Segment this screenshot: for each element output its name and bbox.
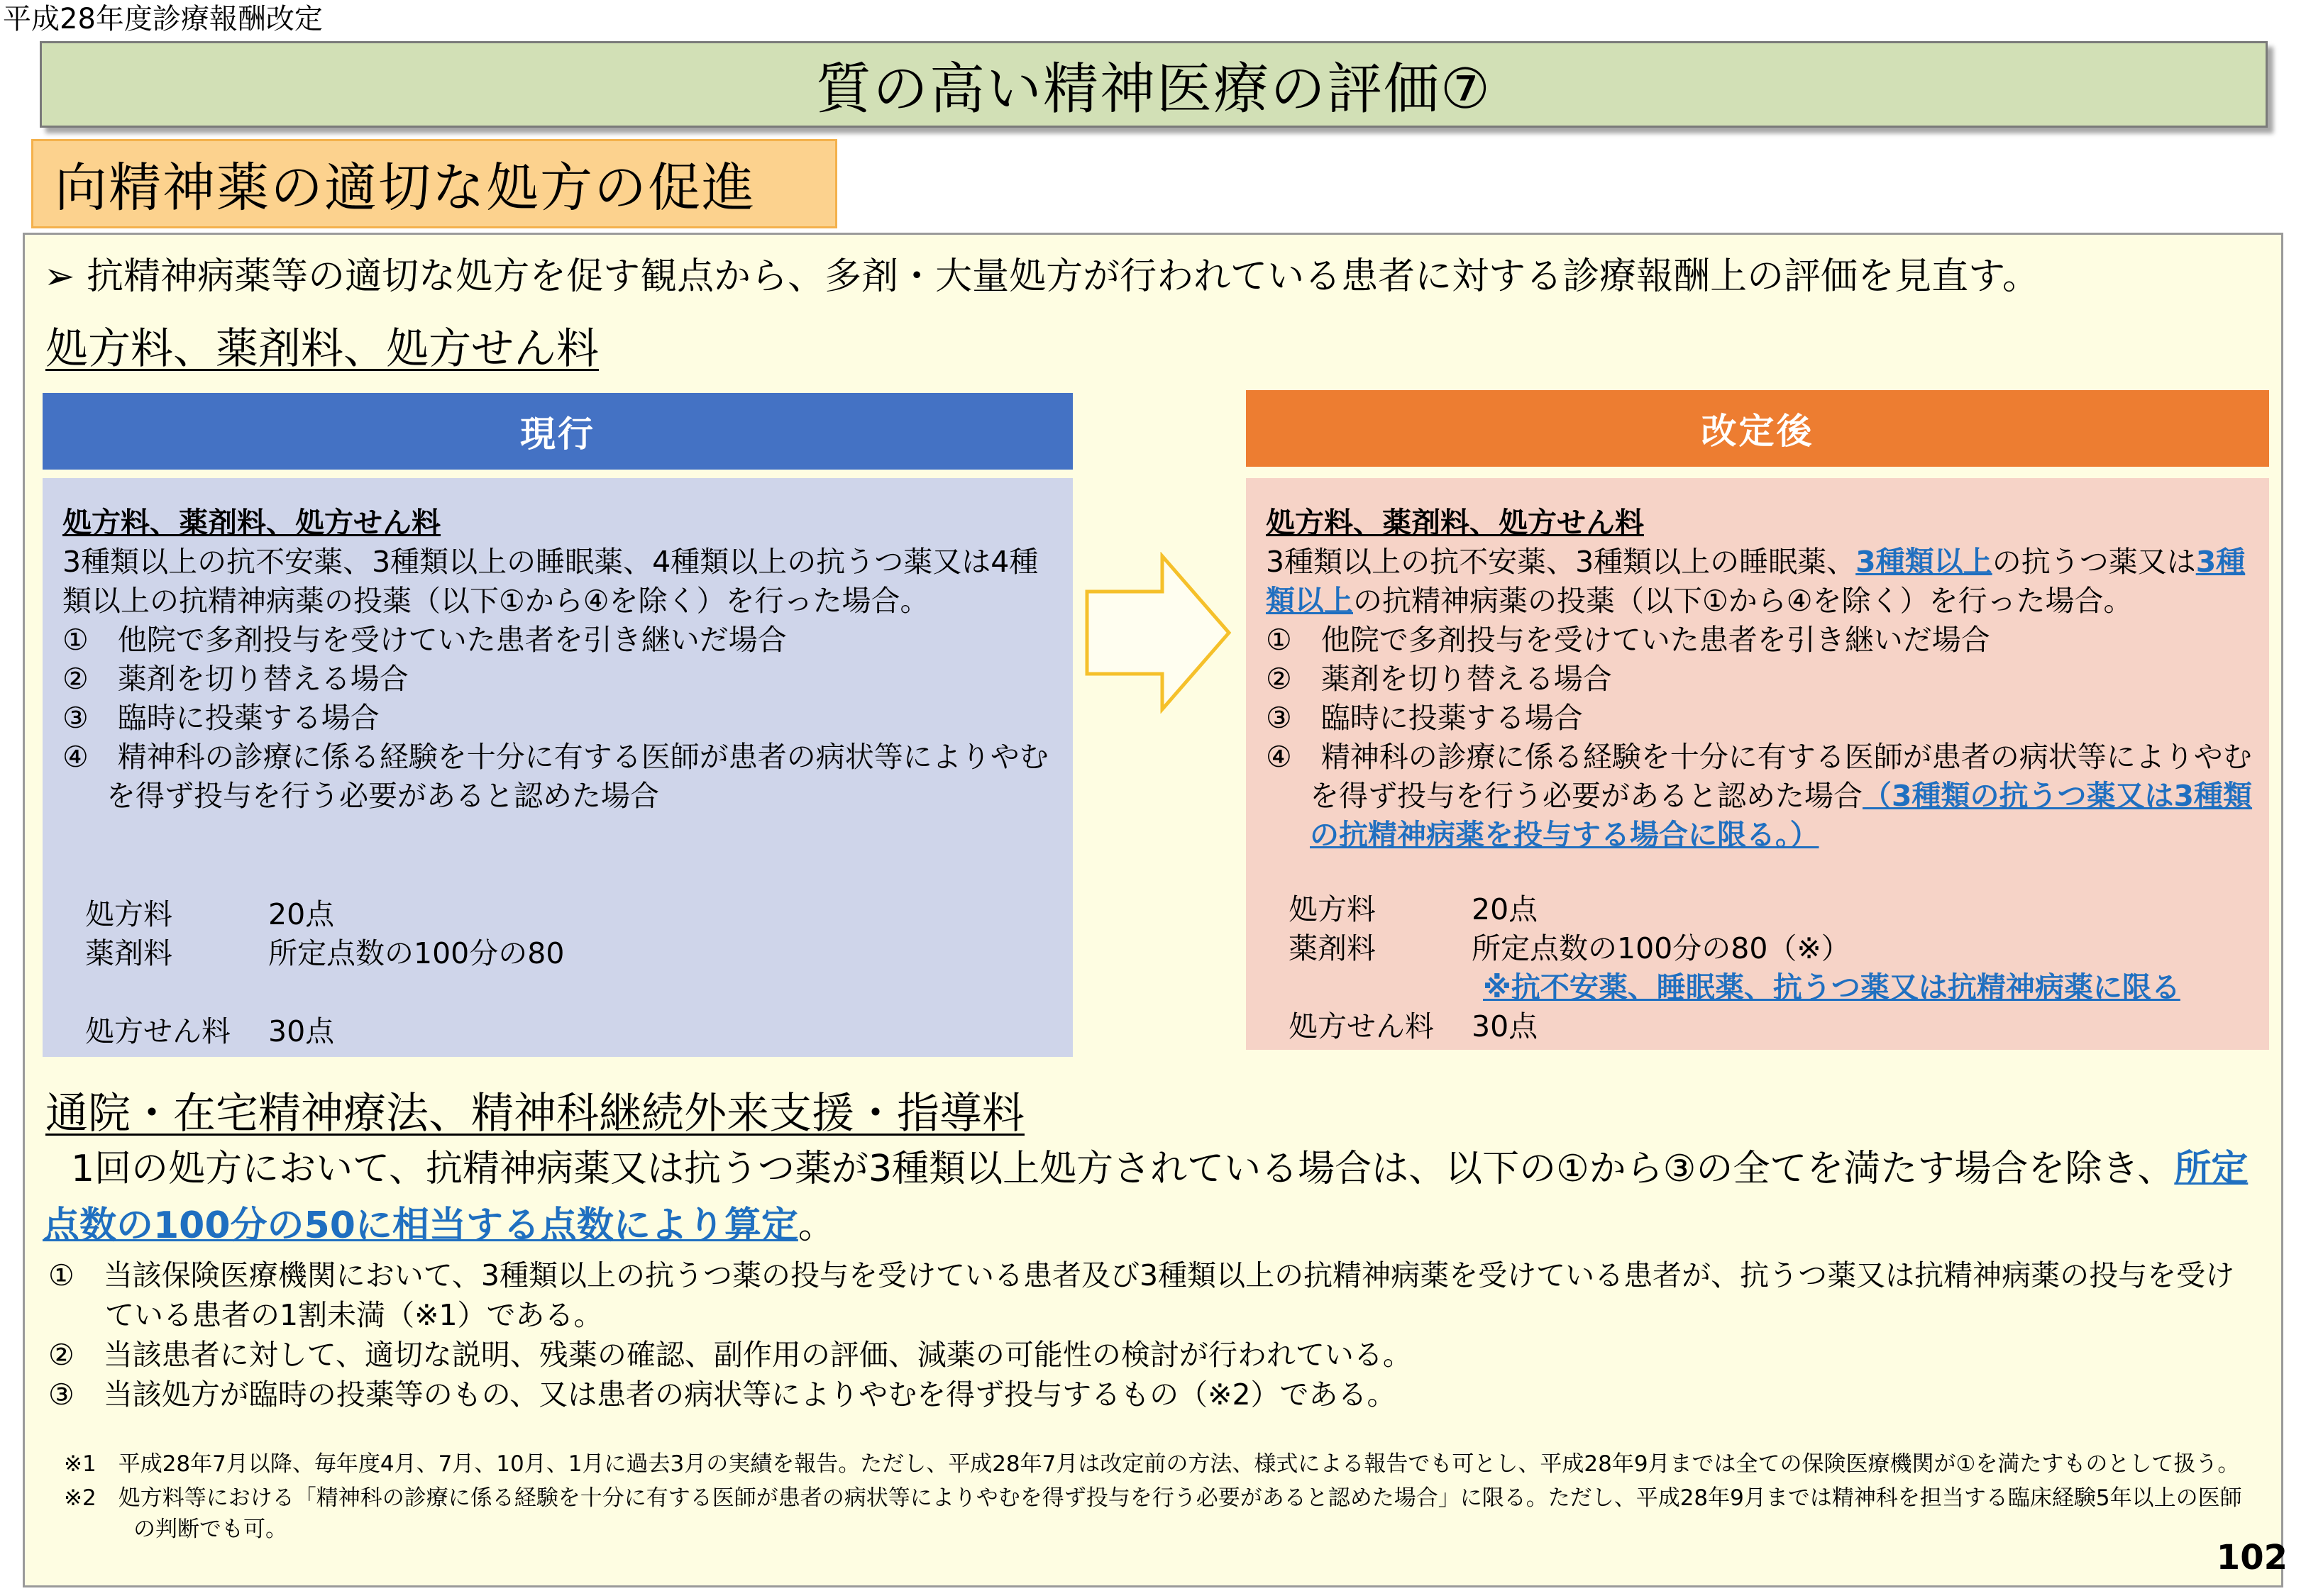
current-item-4: ④ 精神科の診療に係る経験を十分に有する医師が患者の病状等によりやむを得ず投与を行う必要があると認めた場合 xyxy=(62,740,1049,813)
revised-item-2: ② 薬剤を切り替える場合 xyxy=(1266,662,1612,696)
fee-label: 処方料 xyxy=(1289,892,1376,926)
revised-condition xyxy=(1266,543,2269,621)
section2-heading: 通院・在宅精神療法、精神科継続外来支援・指導料 xyxy=(45,1089,1025,1138)
footnote-2: ※2 処方料等における「精神科の診療に係る経験を十分に有する医師が患者の病状等によりやむを得ず投与を行う必要があると認めた場合」に限る。ただし、平成28年9月までは精神科を担当する臨床経験5年以上の医師の判断でも可。 xyxy=(64,1485,2242,1542)
current-item-2: ② 薬剤を切り替える場合 xyxy=(62,662,409,696)
revised-header: 改定後 xyxy=(1246,390,2269,467)
text-span: 。 xyxy=(798,1204,835,1247)
fee-value: 30点 xyxy=(268,1014,335,1048)
page-number: 102 xyxy=(2216,1538,2288,1578)
changed-text: 3種類以上 xyxy=(1266,545,2246,618)
revision-label: 平成28年度診療報酬改定 xyxy=(3,3,323,35)
criterion-2: ② 当該患者に対して、適切な説明、残薬の確認、副作用の評価、減薬の可能性の検討が行われている。 xyxy=(48,1338,1412,1372)
revised-item-4 xyxy=(1266,738,2269,855)
footnotes xyxy=(64,1448,2263,1548)
subtitle: 向精神薬の適切な処方の促進 xyxy=(31,139,837,228)
fee-value: 20点 xyxy=(268,897,335,931)
text-span: ④ 精神科の診療に係る経験を十分に有する医師が患者の病状等によりやむを得ず投与を行う必要があると認めた場合 xyxy=(1266,740,2252,813)
current-header: 現行 xyxy=(43,393,1073,470)
criterion-1: ① 当該保険医療機関において、3種類以上の抗うつ薬の投与を受けている患者及び3種類以上の抗精神病薬を受けている患者が、抗うつ薬又は抗精神病薬の投与を受けている患者の1割未満（※1）である。 xyxy=(48,1258,2235,1332)
text-span: の抗うつ薬又は xyxy=(1992,545,2196,579)
fee-note: ※抗不安薬、睡眠薬、抗うつ薬又は抗精神病薬に限る xyxy=(1483,970,2180,1004)
text-span: の抗精神病薬の投薬（以下①から④を除く）を行った場合。 xyxy=(1353,584,2133,618)
fee-label: 処方せん料 xyxy=(1289,1009,1434,1043)
revised-box-title: 処方料、薬剤料、処方せん料 xyxy=(1266,506,1644,540)
changed-text: （3種類の抗うつ薬又は3種類の抗精神病薬を投与する場合に限る。） xyxy=(1310,779,2253,852)
fee-value: 20点 xyxy=(1472,892,1538,926)
changed-text: 所定点数の100分の50に相当する点数により算定 xyxy=(43,1148,2249,1247)
fee-label: 薬剤料 xyxy=(85,936,172,970)
current-box-title: 処方料、薬剤料、処方せん料 xyxy=(62,506,441,540)
fee-value: 所定点数の100分の80（※） xyxy=(1472,931,1850,965)
changed-text: 3種類以上 xyxy=(1855,545,1992,579)
lead-text: ➢ 抗精神病薬等の適切な処方を促す観点から、多剤・大量処方が行われている患者に対する診療報酬上の評価を見直す。 xyxy=(44,255,2039,298)
revised-box xyxy=(1246,478,2269,1050)
fee-value: 所定点数の100分の80 xyxy=(268,936,565,970)
fee-label: 薬剤料 xyxy=(1289,931,1376,965)
current-box xyxy=(43,478,1073,1057)
current-condition: 3種類以上の抗不安薬、3種類以上の睡眠薬、4種類以上の抗うつ薬又は4種類以上の抗精神病薬の投薬（以下①から④を除く）を行った場合。 xyxy=(62,545,1039,618)
current-fees xyxy=(62,895,1073,1051)
page-title: 質の高い精神医療の評価⑦ xyxy=(40,41,2268,128)
fee-label: 処方料 xyxy=(85,897,172,931)
current-item-1: ① 他院で多剤投与を受けていた患者を引き継いだ場合 xyxy=(62,623,787,657)
section1-heading: 処方料、薬剤料、処方せん料 xyxy=(45,324,599,374)
right-arrow-icon xyxy=(1084,552,1233,714)
section2-paragraph xyxy=(43,1141,2271,1254)
text-span: 3種類以上の抗不安薬、3種類以上の睡眠薬、 xyxy=(1266,545,1856,579)
fee-label: 処方せん料 xyxy=(85,1014,231,1048)
footnote-1: ※1 平成28年7月以降、毎年度4月、7月、10月、1月に過去3月の実績を報告。ただし、平成28年7月は改定前の方法、様式による報告でも可とし、平成28年9月までは全ての保険医療機関が①を満たすものとして扱う。 xyxy=(64,1451,2240,1477)
current-item-3: ③ 臨時に投薬する場合 xyxy=(62,701,380,735)
criteria-list xyxy=(48,1256,2255,1414)
revised-item-1: ① 他院で多剤投与を受けていた患者を引き継いだ場合 xyxy=(1266,623,1990,657)
revised-item-3: ③ 臨時に投薬する場合 xyxy=(1266,701,1583,735)
fee-value: 30点 xyxy=(1472,1009,1538,1043)
criterion-3: ③ 当該処方が臨時の投薬等のもの、又は患者の病状等によりやむを得ず投与するもの（※2）である。 xyxy=(48,1378,1396,1412)
text-span: 1回の処方において、抗精神病薬又は抗うつ薬が3種類以上処方されている場合は、以下の①から③の全てを満たす場合を除き、 xyxy=(71,1148,2175,1190)
revised-fees xyxy=(1266,890,2269,1046)
